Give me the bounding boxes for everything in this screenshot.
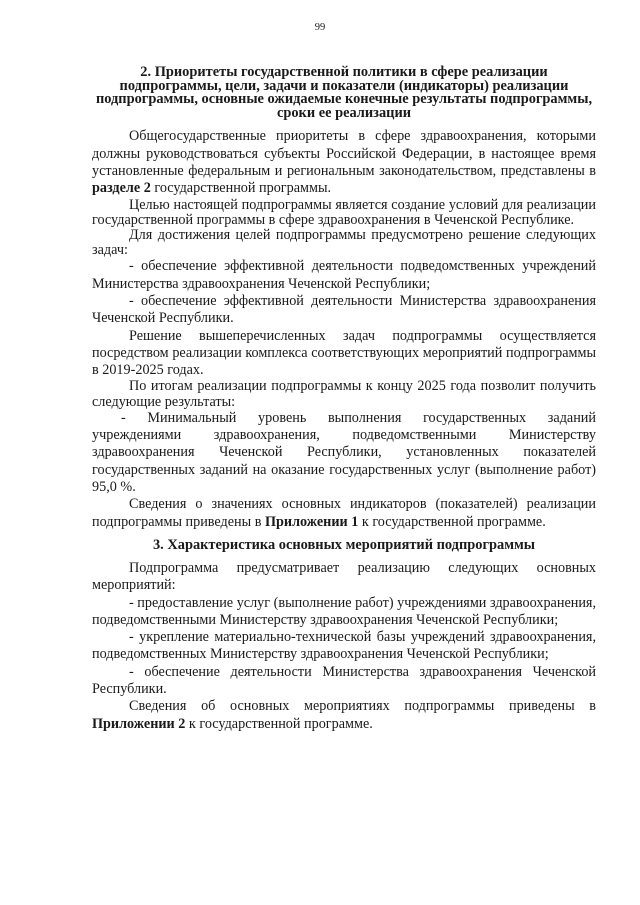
section-2-paragraph-results-intro: По итогам реализации подпрограммы к концу 2025 года позволит получить следующие результаты: [92, 378, 596, 410]
activity-list-item: - укрепление материально-технической базы учреждений здравоохранения, подведомственных Министерству здравоохранения Чеченской Республики; [92, 629, 596, 663]
task-list-item: - обеспечение эффективной деятельности Министерства здравоохранения Чеченской Республики. [92, 292, 596, 327]
section-2-paragraph-indicators [92, 496, 596, 531]
paragraph-text: Общегосударственные приоритеты в сфере здравоохранения, которыми должны руководствоваться субъекты Российской Федерации, в настоящее время установленные федеральным и региональным законодательством, представлены в [92, 128, 596, 179]
section-2-heading: 2. Приоритеты государственной политики в сфере реализации подпрограммы, цели, задачи и показатели (индикаторы) реализации подпрограммы, основные ожидаемые конечные результаты подпрограммы, сроки ее реализации [95, 64, 593, 121]
page-number: 99 [314, 22, 326, 33]
task-list-item: - обеспечение эффективной деятельности подведомственных учреждений Министерства здравоохранения Чеченской Республики; [92, 258, 596, 292]
section-2-paragraph-goal: Целью настоящей подпрограммы является создание условий для реализации государственной программы в сфере здравоохранения в Чеченской Республике. [92, 196, 596, 228]
section-2-paragraph-implementation: Решение вышеперечисленных задач подпрограммы осуществляется посредством реализации комплекса соответствующих мероприятий подпрограммы в 2019-2025 годах. [92, 327, 596, 379]
bold-reference-section: разделе 2 [92, 180, 151, 197]
paragraph-text: к государственной программе. [358, 513, 546, 530]
paragraph-text: Сведения об основных мероприятиях подпрограммы приведены в [129, 698, 596, 715]
section-2-paragraph-priorities [92, 128, 596, 197]
paragraph-text: государственной программы. [150, 180, 332, 197]
section-2-paragraph-tasks-intro: Для достижения целей подпрограммы предусмотрено решение следующих задач: [92, 226, 596, 259]
section-3-heading: 3. Характеристика основных мероприятий подпрограммы [152, 536, 536, 553]
section-3-paragraph-appendix [92, 698, 596, 733]
paragraph-text: Сведения о значениях основных индикаторов (показателей) реализации подпрограммы приведены в [92, 496, 596, 530]
paragraph-text: к государственной программе. [185, 715, 373, 732]
bold-reference-appendix-2: Приложении 2 [92, 715, 186, 732]
activity-list-item: - обеспечение деятельности Министерства здравоохранения Чеченской Республики. [92, 663, 596, 698]
activity-list-item: - предоставление услуг (выполнение работ) учреждениями здравоохранения, подведомственными Министерству здравоохранения Чеченской Республики; [92, 594, 596, 628]
result-list-item: - Минимальный уровень выполнения государственных заданий учреждениями здравоохранения, подведомственными Министерству здравоохранения Чеченской Республики, установленных показателей государственных заданий на оказание государственных услуг (выполнение работ) 95,0 %. [92, 409, 596, 496]
bold-reference-appendix-1: Приложении 1 [264, 513, 359, 530]
document-body [92, 66, 596, 733]
section-3-paragraph-intro: Подпрограмма предусматривает реализацию следующих основных мероприятий: [92, 559, 596, 594]
